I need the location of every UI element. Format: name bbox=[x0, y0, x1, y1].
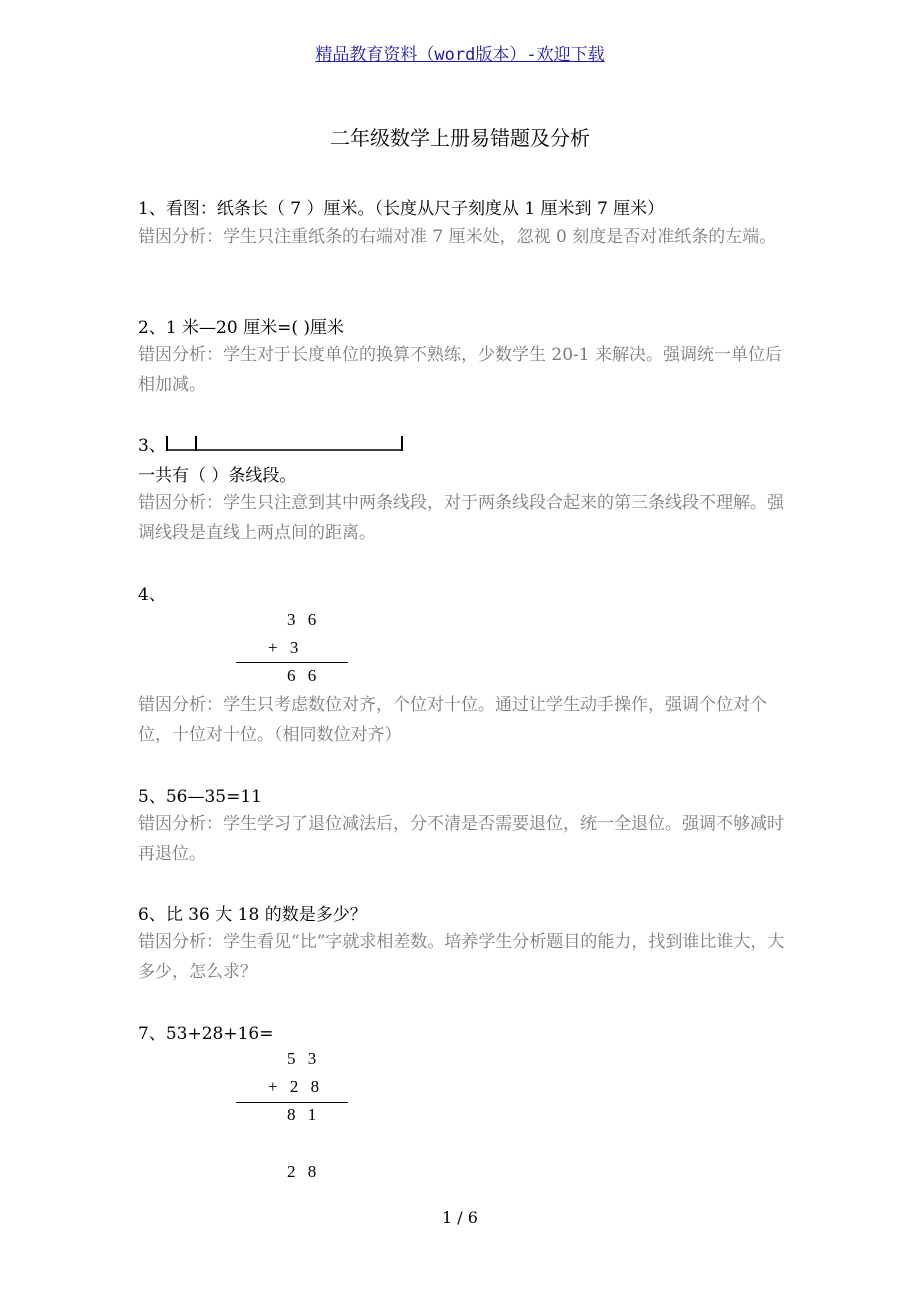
line-segment-figure bbox=[165, 432, 410, 456]
calc-4-rule bbox=[236, 662, 348, 663]
page-header-link[interactable]: 精品教育资料（word版本）-欢迎下载 bbox=[315, 45, 605, 65]
calc-4-result: 6 6 bbox=[287, 666, 321, 685]
calc-7-result: 8 1 bbox=[287, 1105, 321, 1124]
calc-7-line2: + 2 8 bbox=[268, 1077, 324, 1096]
calc-4-line1: 3 6 bbox=[287, 610, 321, 629]
question-3: 一共有（ ）条线段。 bbox=[138, 466, 297, 486]
page-number: 1 / 6 bbox=[442, 1208, 478, 1227]
calc-7-rule bbox=[236, 1102, 348, 1103]
question-5: 5、56—35=11 bbox=[138, 787, 262, 807]
analysis-3: 错因分析：学生只注意到其中两条线段，对于两条线段合起来的第三条线段不理解。强调线段是直线上两点间的距离。 bbox=[138, 493, 784, 543]
analysis-1: 错因分析：学生只注重纸条的右端对准 7 厘米处，忽视 0 刻度是否对准纸条的左端。 bbox=[138, 227, 777, 247]
question-3-number: 3、 bbox=[138, 436, 166, 456]
analysis-5: 错因分析：学生学习了退位减法后，分不清是否需要退位，统一全退位。强调不够减时再退位。 bbox=[138, 814, 784, 864]
calc-7-next-line: 2 8 bbox=[287, 1162, 321, 1181]
question-7: 7、53+28+16= bbox=[138, 1024, 274, 1044]
question-2: 2、1 米—20 厘米=( )厘米 bbox=[138, 318, 344, 338]
question-4-number: 4、 bbox=[138, 585, 166, 605]
analysis-2: 错因分析：学生对于长度单位的换算不熟练，少数学生 20-1 来解决。强调统一单位后相加减。 bbox=[138, 345, 782, 395]
analysis-4: 错因分析：学生只考虑数位对齐，个位对十位。通过让学生动手操作，强调个位对个位，十位对十位。（相同数位对齐） bbox=[138, 695, 767, 745]
analysis-6: 错因分析：学生看见“比”字就求相差数。培养学生分析题目的能力，找到谁比谁大，大多少，怎么求？ bbox=[138, 932, 785, 982]
document-title: 二年级数学上册易错题及分析 bbox=[330, 126, 590, 150]
question-1: 1、看图：纸条长（ 7 ）厘米。（长度从尺子刻度从 1 厘米到 7 厘米） bbox=[138, 199, 665, 219]
calc-7-line1: 5 3 bbox=[287, 1049, 321, 1068]
question-6: 6、比 36 大 18 的数是多少？ bbox=[138, 905, 367, 925]
calc-4-line2: + 3 bbox=[268, 638, 303, 657]
